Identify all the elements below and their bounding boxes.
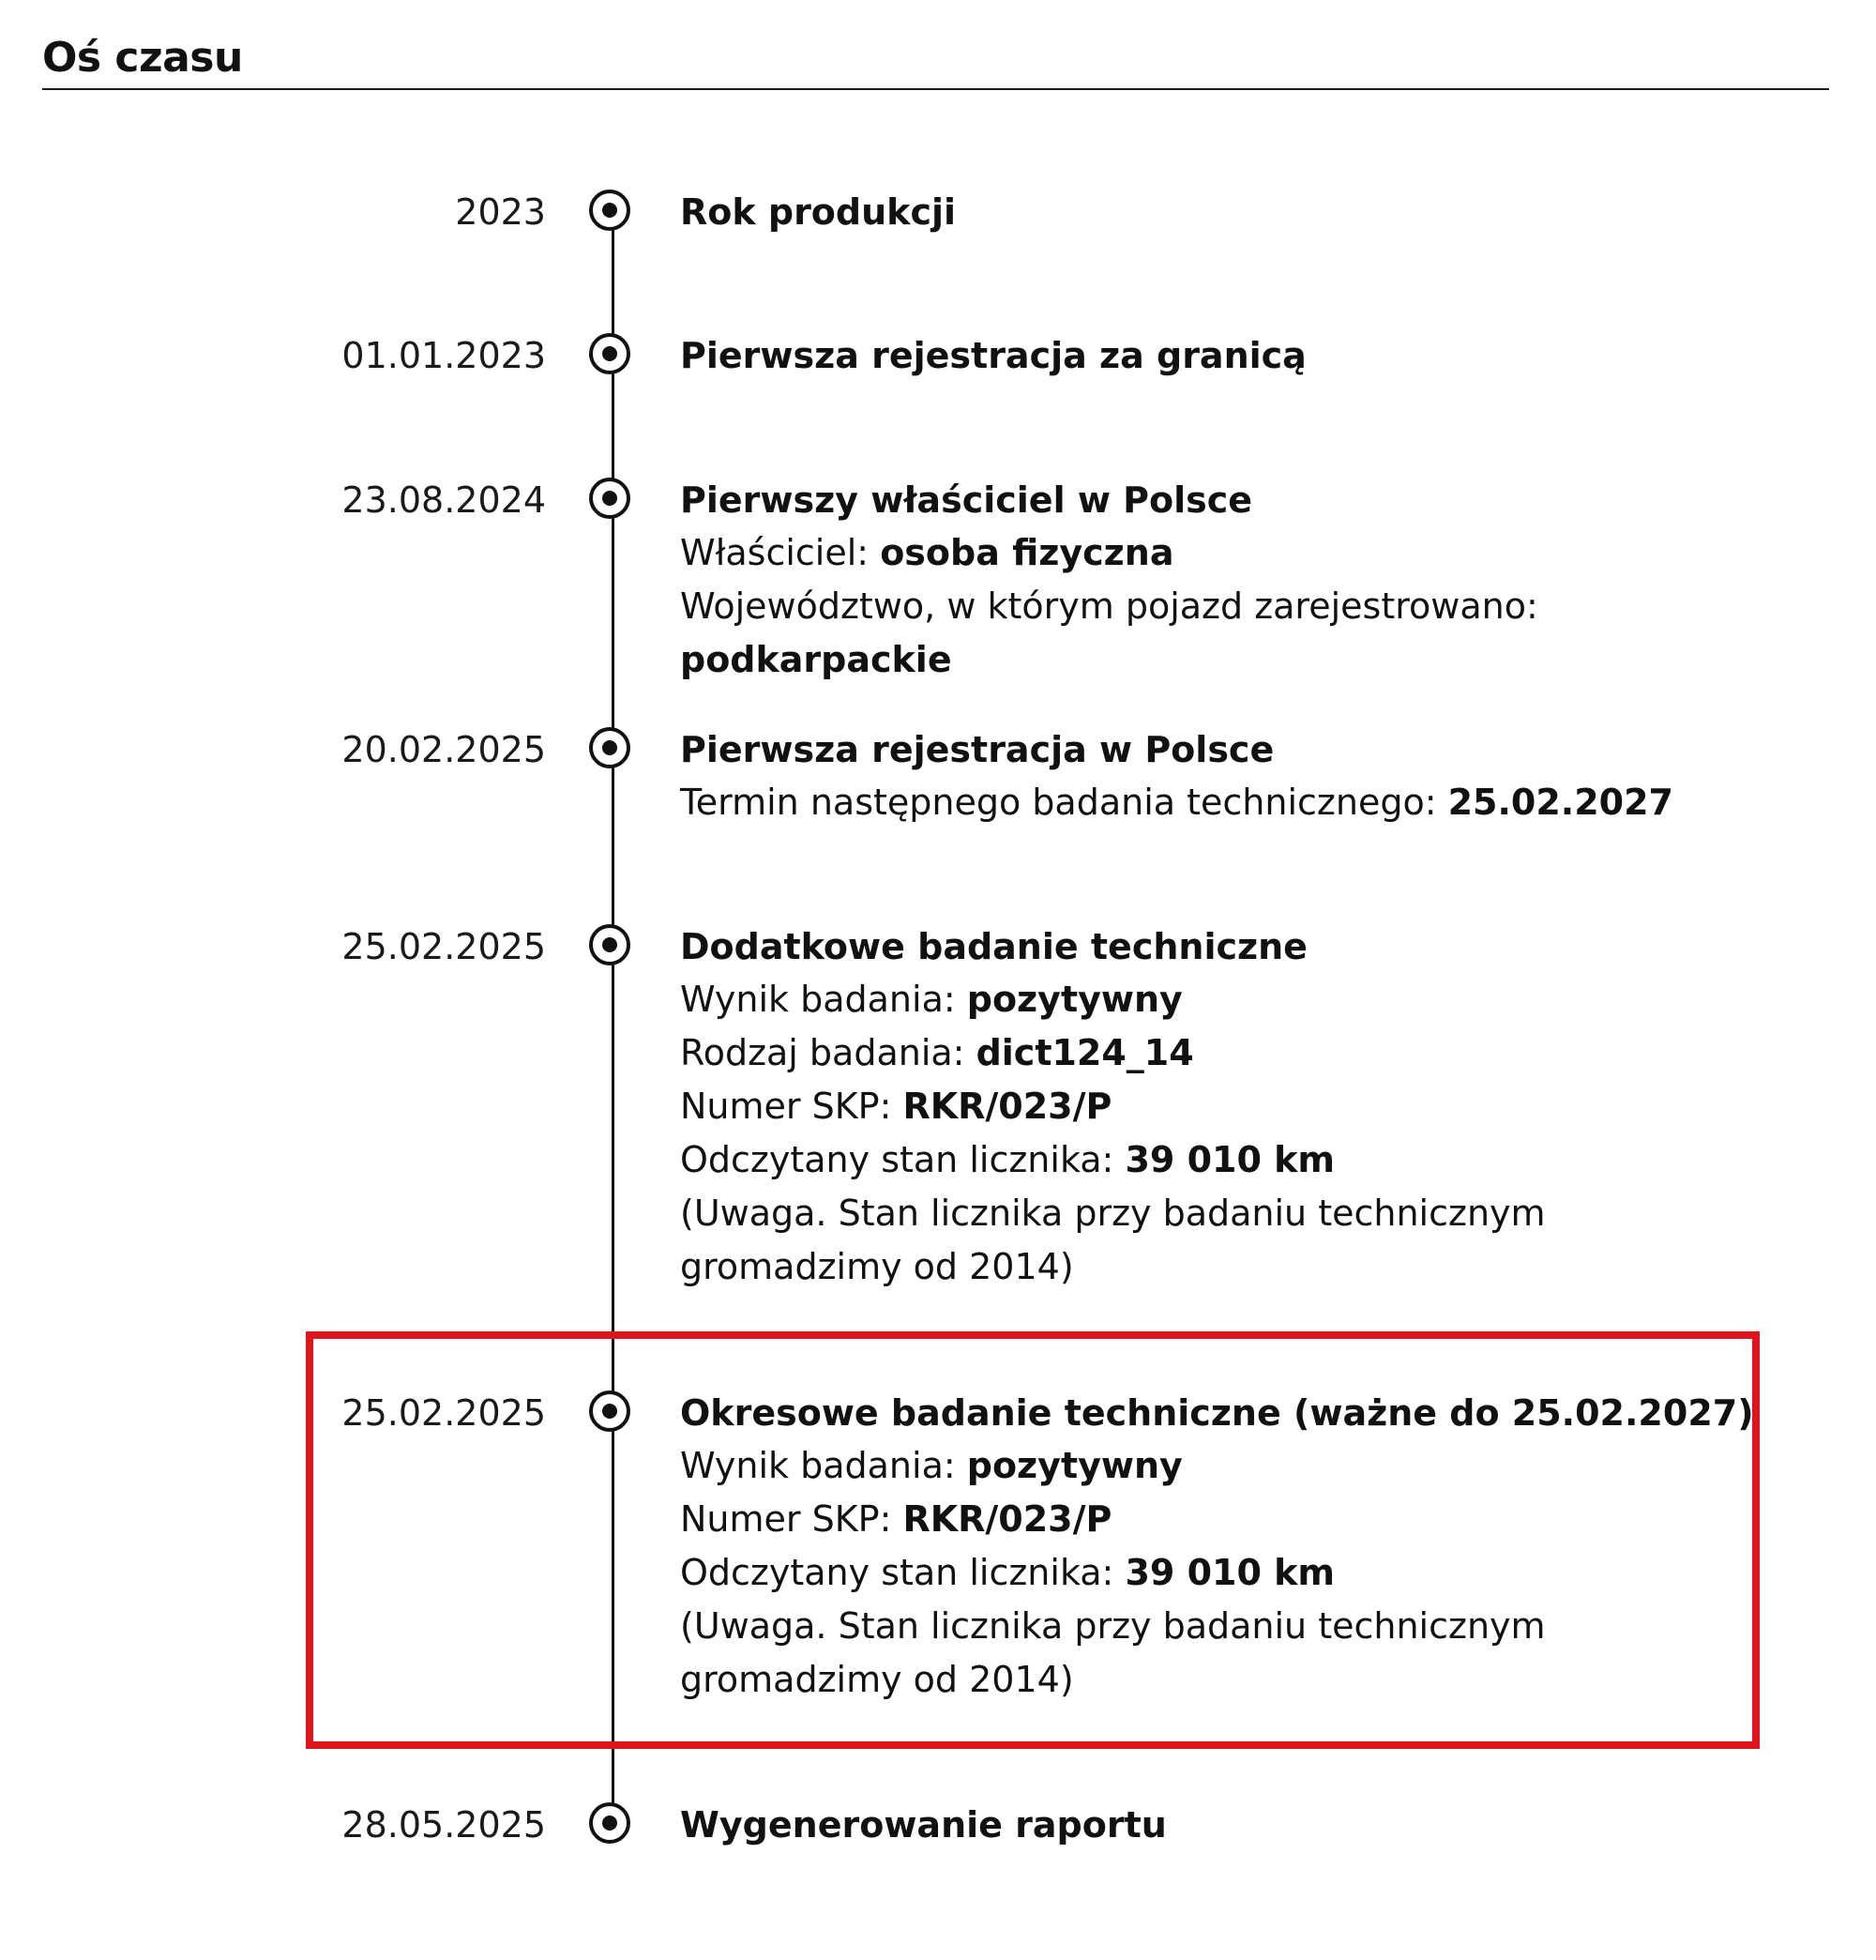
detail-label: Numer SKP: — [680, 1086, 903, 1127]
detail-label: Województwo, w którym pojazd zarejestrowano: — [680, 585, 1538, 627]
detail-label: Wynik badania: — [680, 979, 967, 1020]
event-title: Okresowe badanie techniczne (ważne do 25.02.2027) — [680, 1392, 1754, 1434]
detail-value: 25.02.2027 — [1447, 782, 1673, 823]
event-date: 23.08.2024 — [341, 479, 546, 521]
event-title: Pierwszy właściciel w Polsce — [680, 479, 1253, 521]
event-detail-type — [680, 1026, 1749, 1080]
timeline-dot-icon — [589, 1390, 630, 1432]
event-date: 20.02.2025 — [341, 729, 546, 770]
detail-value: osoba fizyczna — [880, 532, 1174, 573]
event-body — [680, 1387, 1754, 1707]
detail-value: RKR/023/P — [902, 1498, 1112, 1540]
timeline-dot-icon — [589, 1802, 630, 1844]
section-title: Oś czasu — [42, 34, 243, 82]
event-detail-skp-number — [680, 1080, 1749, 1133]
event-detail-odometer — [680, 1133, 1749, 1187]
detail-value: dict124_14 — [976, 1032, 1194, 1073]
timeline-dot-icon — [589, 727, 630, 768]
timeline-dot-icon — [589, 333, 630, 374]
event-detail-owner — [680, 526, 1749, 580]
event-body — [680, 920, 1749, 1294]
event-note: (Uwaga. Stan licznika przy badaniu technicznym gromadzimy od 2014) — [680, 1605, 1546, 1700]
detail-label: Odczytany stan licznika: — [680, 1139, 1126, 1180]
event-detail-next-inspection — [680, 776, 1749, 829]
detail-value: RKR/023/P — [902, 1086, 1112, 1127]
event-date: 25.02.2025 — [341, 1392, 546, 1434]
timeline-dot-icon — [589, 190, 630, 231]
detail-value: pozytywny — [966, 979, 1183, 1020]
event-body — [680, 474, 1749, 687]
detail-label: Odczytany stan licznika: — [680, 1552, 1126, 1593]
event-title: Pierwsza rejestracja za granicą — [680, 335, 1307, 376]
event-detail-voivodeship — [680, 580, 1749, 687]
event-title: Pierwsza rejestracja w Polsce — [680, 729, 1275, 770]
event-date: 2023 — [455, 191, 546, 233]
event-body — [680, 329, 1749, 382]
detail-value: podkarpackie — [680, 639, 952, 680]
timeline-dot-icon — [589, 478, 630, 519]
event-body — [680, 723, 1749, 829]
section-divider — [42, 88, 1829, 90]
detail-label: Termin następnego badania technicznego: — [680, 782, 1448, 823]
event-title: Dodatkowe badanie techniczne — [680, 926, 1308, 967]
detail-label: Wynik badania: — [680, 1445, 967, 1486]
detail-label: Rodzaj badania: — [680, 1032, 976, 1073]
event-title: Rok produkcji — [680, 191, 957, 233]
timeline-dot-icon — [589, 924, 630, 965]
detail-value: 39 010 km — [1125, 1139, 1335, 1180]
event-detail-skp-number — [680, 1493, 1749, 1546]
event-detail-result — [680, 973, 1749, 1026]
event-detail-odometer — [680, 1546, 1749, 1600]
event-note: (Uwaga. Stan licznika przy badaniu technicznym gromadzimy od 2014) — [680, 1193, 1546, 1287]
event-body — [680, 1799, 1749, 1851]
event-date: 25.02.2025 — [341, 926, 546, 967]
detail-label: Numer SKP: — [680, 1498, 903, 1540]
event-date: 01.01.2023 — [341, 335, 546, 376]
detail-value: pozytywny — [966, 1445, 1183, 1486]
event-date: 28.05.2025 — [341, 1804, 546, 1846]
event-detail-result — [680, 1439, 1749, 1493]
event-title: Wygenerowanie raportu — [680, 1804, 1167, 1846]
detail-label: Właściciel: — [680, 532, 881, 573]
detail-value: 39 010 km — [1125, 1552, 1335, 1593]
event-body — [680, 186, 1749, 238]
